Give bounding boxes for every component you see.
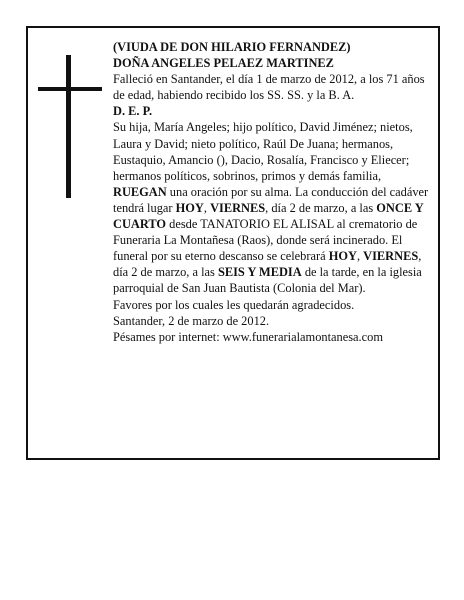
dep-line: D. E. P. [113, 104, 153, 119]
cross-icon [38, 55, 102, 198]
funeral-text-2: , día 2 de marzo, a las [265, 200, 377, 215]
obituary-text [113, 39, 433, 345]
thanks-line: Favores por los cuales les quedarán agradecidos. [113, 297, 355, 312]
funeral-text-5: de la tarde, en la iglesia parroquial de San Juan Bautista (Colonia del Mar). [113, 265, 422, 296]
separator-2: , [356, 249, 364, 264]
widow-line: (VIUDA DE DON HILARIO FERNANDEZ) [113, 40, 351, 54]
deceased-name: DOÑA ANGELES PELAEZ MARTINEZ [113, 56, 334, 71]
condolences-line: Pésames por internet: www.funerarialamontanesa.com [113, 329, 383, 344]
cross-horizontal-bar [38, 87, 102, 91]
hoy-2: HOY [328, 249, 357, 264]
place-date: Santander, 2 de marzo de 2012. [113, 313, 270, 328]
ruegan-word: RUEGAN [113, 184, 167, 199]
viernes-1: VIERNES [210, 200, 266, 215]
cross-vertical-bar [66, 55, 71, 198]
funeral-details [113, 184, 433, 297]
funeral-time: SEIS Y MEDIA [217, 265, 302, 280]
death-info: Falleció en Santander, el día 1 de marzo de 2012, a los 71 años de edad, habiendo recibido los SS. SS. y la B. A. [113, 72, 425, 103]
conduction-time: ONCE Y CUARTO [113, 200, 424, 232]
viernes-2: VIERNES [363, 249, 419, 264]
separator-1: , [203, 200, 211, 215]
funeral-text-1: una oración por su alma. La conducción del cadáver tendrá lugar [113, 184, 429, 215]
funeral-text-3: desde TANATORIO EL ALISAL al crematorio de Funeraria La Montañesa (Raos), donde será incinerado. El funeral por su eterno descanso se celebrará [113, 217, 418, 264]
hoy-1: HOY [175, 200, 204, 215]
funeral-text-4: , día 2 de marzo, a las [113, 249, 422, 280]
family-list: Su hija, María Angeles; hijo político, David Jiménez; nietos, Laura y David; nieto político, Raúl De Juana; hermanos, Eustaquio, Amancio (), Dacio, Rosalía, Francisco y Eliecer; hermanos políticos, sobrinos, primos y demás familia, [113, 120, 413, 183]
